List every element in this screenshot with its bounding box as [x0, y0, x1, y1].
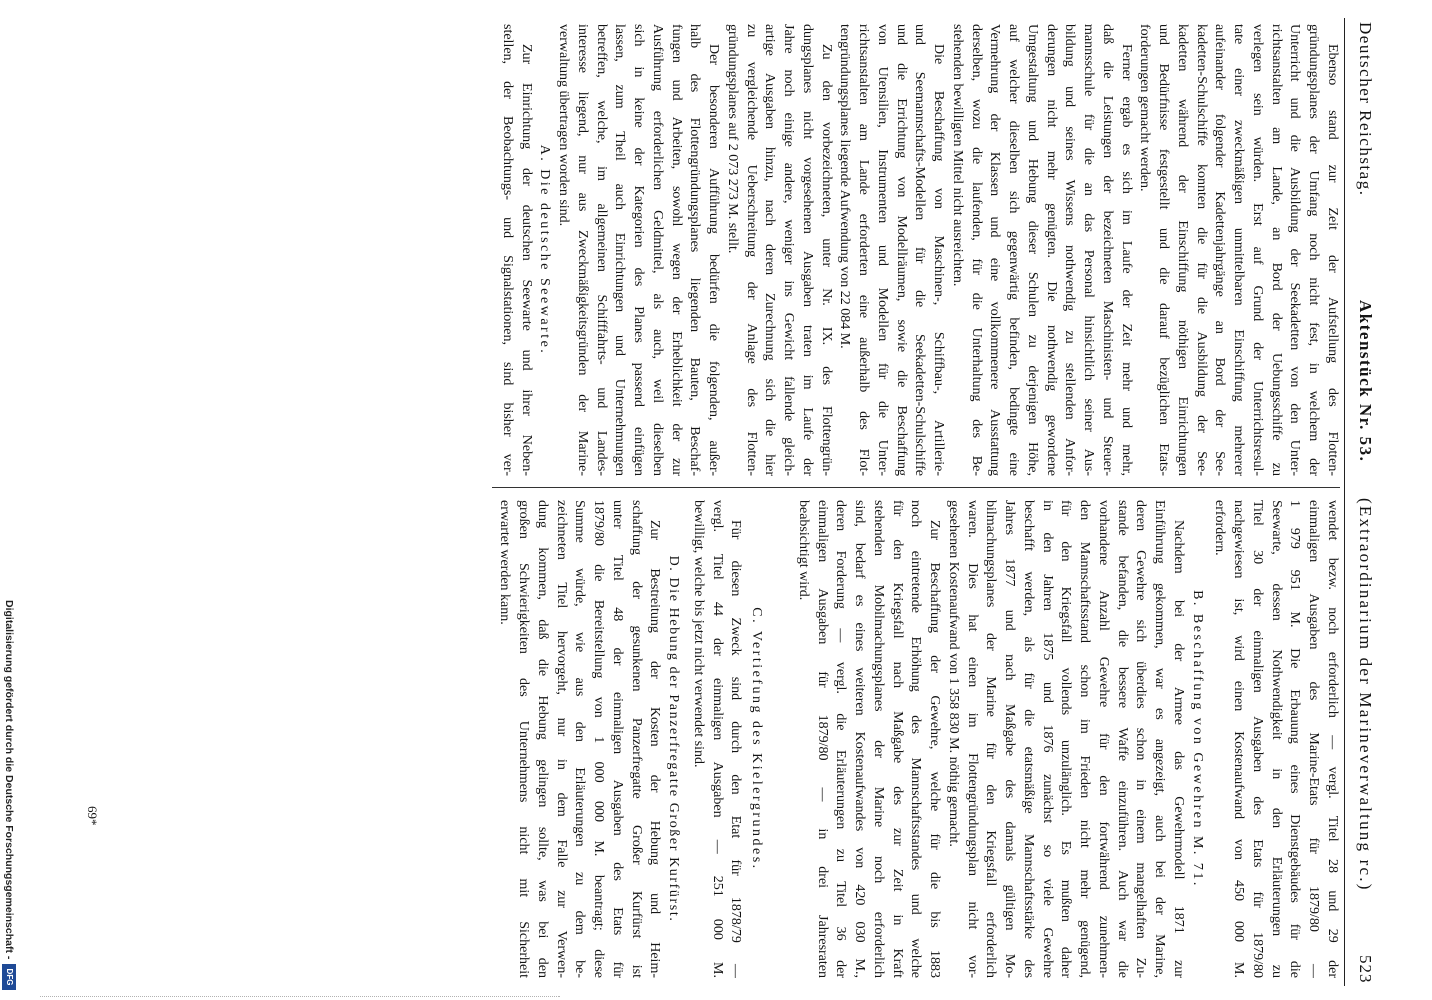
text-line: erwartet werden kann. — [497, 500, 513, 625]
text-line: einmaligen Ausgaben des Marine-Etats für 1879/80 — — [1306, 500, 1322, 978]
text-line: mannsschule für die an das Personal hinsichtlich seiner Aus- — [1081, 24, 1097, 476]
text-line: einmaligen Ausgaben für 1879/80 — in drei Jahresraten — [814, 500, 830, 978]
dfg-logo: DFG — [2, 964, 16, 990]
text-line: Die Beschaffung von Maschinen-, Schiffbau-, Artillerie- — [931, 44, 947, 476]
text-line: Jahre noch einige andere, weniger ins Gewicht fallende gleich- — [781, 24, 797, 476]
text-column-left — [497, 24, 1341, 476]
text-line: auf welcher dieselben sich gegenwärtig befinden, bedingte eine — [1006, 24, 1022, 476]
text-line: Summe würde, wie aus den Erläuterungen zu dem be- — [572, 500, 588, 978]
text-line: interesse liegend, nur aus Zweckmäßigkeitsgründen der Marine- — [575, 24, 590, 476]
text-line: verlegen sein würden. Erst auf Grund der Unterrichtsresul- — [1250, 24, 1265, 476]
text-line: für den Kriegsfall nach Maßgabe des zur Zeit in Kraft — [889, 500, 905, 978]
paragraph — [497, 24, 535, 476]
header-title-left: Deutscher Reichstag. — [1356, 22, 1375, 197]
text-line: und die Errichtung von Modellräumen, sowie die Beschaffung — [893, 24, 909, 476]
text-line: großen Schwierigkeiten des Unternehmens nicht mit Sicherheit — [516, 500, 532, 978]
text-line: Für diesen Zweck sind durch den Etat für 1878/79 — — [728, 520, 744, 978]
text-line: 1 979 951 M. Die Erbauung eines Dienstgebäudes für die — [1287, 500, 1303, 978]
text-line: Ebenso stand zur Zeit der Aufstellung des Flotten- — [1325, 44, 1340, 476]
text-line: Zur Bestreitung der Kosten der Hebung und Heim- — [647, 520, 663, 978]
text-line: aufeinander folgender Kadettenjahrgänge an Bord der See- — [1212, 24, 1228, 476]
text-line: Der besonderen Aufführung bedürfen die folgenden, außer- — [706, 44, 722, 476]
text-line: richtsanstalten am Lande, an Bord der Uebungsschiffe zu — [1268, 24, 1284, 476]
text-line: stellen, der Beobachtungs- und Signalstationen, sind bisher ver- — [500, 24, 515, 476]
text-line: sich in keine der Kategorien des Planes passend einfügen — [631, 24, 647, 476]
text-line: Titel 30 der einmaligen Ausgaben des Etats für 1879/80 — [1250, 500, 1265, 978]
paragraph — [947, 24, 1135, 476]
text-line: kadetten-Schulschiffe konnten die für die Ausbildung der See- — [1193, 24, 1209, 476]
section-heading: D. Die Hebung der Panzerfregatte Großer Kurfürst. — [666, 555, 682, 923]
text-line: deren Forderung — vergl. die Erläuterungen zu Titel 36 der — [833, 500, 849, 978]
text-line: Seewarte, dessen Nothwendigkeit in den Erläuterungen zu — [1268, 500, 1284, 978]
text-line: bildung und seines Wissens nothwendig zu stellenden Anfor- — [1062, 24, 1078, 476]
text-line: Ausführung erforderlichen Geldmittel, als auch, weil dieselben — [650, 24, 665, 476]
text-line: waren. Dies hat einen im Flottengründungsplan nicht vor- — [964, 500, 980, 978]
header-title-right: (Extraordinarium der Marineverwaltung rc.) — [1356, 498, 1375, 892]
text-line: vorhandene Anzahl Gewehre für den fortwährend zunehmen- — [1096, 500, 1111, 978]
text-line: tengründungsplanes liegende Aufwendung von 22 084 M. — [837, 24, 853, 349]
paragraph — [554, 24, 723, 476]
text-line: wendet bezw. noch erforderlich — vergl. Titel 28 und 29 der — [1325, 500, 1340, 978]
text-line: Nachdem bei der Armee das Gewehrmodell 1871 zur — [1171, 520, 1186, 978]
text-line: Zu den vorbezeichneten, unter Nr. IX. des Flottengrün- — [818, 44, 834, 476]
text-line: nachgewiesen ist, wird einen Kostenaufwand von 450 000 M. — [1231, 500, 1247, 978]
text-line: artige Ausgaben hinzu, nach deren Zurechnung sich die hier — [762, 24, 778, 476]
paragraph — [722, 24, 835, 476]
text-line: kadetten während der Einschiffung nöthigen Einrichtungen — [1175, 24, 1190, 476]
text-line: zu vergleichende Ueberschreitung der Anlage des Flotten- — [743, 24, 759, 476]
header-rule — [1344, 18, 1345, 986]
text-line: für den Kriegsfall vollends unzulänglich. Es mußten daher — [1058, 500, 1074, 978]
text-line: betreffen, welche, im allgemeinen Schifffahrts- und Landes- — [593, 24, 609, 476]
text-line: derselben, wozu die laufenden, für die Unterhaltung des Be- — [968, 24, 984, 476]
text-line: vergl. Titel 44 der einmaligen Ausgaben — 251 000 M. — [709, 500, 725, 978]
page-signature: 69* — [85, 806, 100, 826]
text-line: und Bedürfnisse festgestellt und die darauf bezüglichen Etats- — [1156, 24, 1172, 476]
text-line: stehenden bewilligten Mittel nicht ausreichten. — [950, 24, 965, 287]
paragraph — [1135, 24, 1341, 476]
text-line: gründungsplanes der Umfang noch nicht fest, in welchem der — [1306, 24, 1322, 476]
text-line: Vermehrung der Klassen und eine vollkommenere Ausstattung — [987, 24, 1003, 476]
text-line: dungsplanes nicht vorgesehenen Ausgaben traten im Laufe der — [800, 24, 815, 476]
text-line: den Mannschaftsstand schon im Frieden nicht mehr genügend, — [1077, 500, 1093, 978]
text-line: gründungsplanes auf 2 073 273 M. stellt. — [725, 24, 740, 254]
text-line: 1879/80 die Bereitstellung von 1 000 000 M. beantragt; diese — [591, 500, 607, 978]
paragraph — [1210, 500, 1341, 978]
paragraph — [943, 500, 1187, 978]
text-line: stande befanden, die bessere Waffe einzuführen. Auch war die — [1114, 500, 1130, 978]
text-line: deren Gewehre sich überdies schon in einem mangelhaften Zu- — [1133, 500, 1149, 978]
text-line: dung kommen, daß die Hebung gelingen sollte, was bei den — [535, 500, 550, 978]
text-line: lassen, zum Theil auch Einrichtungen und Unternehmungen — [612, 24, 628, 476]
text-line: verwaltung übertragen worden sind. — [556, 24, 572, 227]
paragraph — [835, 24, 948, 476]
text-line: daß die Leistungen der bezeichneten Maschinisten- und Steuer- — [1100, 24, 1115, 476]
text-line: beschafft werden, als für die etatsmäßige Mannschaftsstärke des — [1021, 500, 1036, 978]
text-line: forderungen gemacht werden. — [1137, 24, 1153, 192]
text-line: fungen und Arbeiten, sowohl wegen der Erheblichkeit der zur — [668, 24, 684, 476]
header-document-number: Aktenstück Nr. 53. — [1356, 300, 1375, 463]
text-line: beabsichtigt wird. — [796, 500, 811, 601]
text-line: in den Jahren 1875 und 1876 zunächst so viele Gewehre — [1039, 500, 1055, 978]
section-heading: B. Beschaffung von Gewehren M. 71. — [1189, 590, 1205, 888]
text-line: unter Titel 48 der einmaligen Ausgaben des Etats für — [610, 500, 625, 978]
text-line: noch eintretende Erhöhung des Mannschaftsstandes und welche — [908, 500, 924, 978]
text-line: halb des Flottengründungsplanes liegenden Bauten, Beschaf- — [687, 24, 703, 476]
running-header — [1353, 0, 1377, 1000]
text-line: stehenden Mobilmachungsplanes der Marine noch erforderlich — [871, 500, 886, 978]
text-line: tate einer zweckmäßigen unmittelbaren Einschiffung mehrerer — [1231, 24, 1247, 476]
text-line: schaffung der gesunkenen Panzerfregatte Großer Kurfürst ist — [628, 500, 644, 978]
text-line: Umgestaltung und Hebung dieser Schulen zu derjenigen Höhe, — [1025, 24, 1040, 476]
text-line: sind, bedarf es eines weiteren Kostenaufwandes von 420 030 M., — [852, 500, 868, 978]
text-line: Zur Einrichtung der deutschen Seewarte und ihrer Neben- — [518, 44, 534, 476]
text-line: Ferner ergab es sich im Laufe der Zeit mehr und mehr, — [1118, 44, 1134, 476]
text-line: Jahres 1877 und nach Maßgabe des damals gültigen Mo- — [1002, 500, 1018, 978]
paragraph — [688, 500, 744, 978]
section-heading: A. Die deutsche Seewarte. — [537, 144, 553, 356]
text-line: von Utensilien, Instrumenten und Modellen für die Unter- — [875, 24, 890, 476]
paragraph — [495, 500, 664, 978]
text-line: Einführung gekommen, war es angezeigt, auch bei der Marine, — [1152, 500, 1168, 978]
text-line: zeichneten Titel hervorgeht, nur in dem Falle zur Verwen- — [553, 500, 569, 978]
text-line: derungen nicht mehr genügten. Die nothwendig gewordene — [1043, 24, 1059, 476]
text-line: bilmachungsplanes der Marine für den Kriegsfall erforderlich — [983, 500, 999, 978]
text-column-right — [495, 500, 1341, 978]
section-heading: C. Vertiefung des Kielergrundes. — [749, 607, 765, 871]
text-line: richtsanstalten am Lande erforderten eine außerhalb des Flot- — [856, 24, 872, 476]
text-line: erfordern. — [1212, 500, 1228, 556]
text-line: und Seemannschafts-Modellen für die Seekadetten-Schulschiffe — [912, 24, 928, 476]
paragraph — [793, 500, 943, 978]
funding-notice: Digitalisierung gefördert durch die Deutsche Forschungsgemeinschaft - — [3, 600, 15, 960]
text-line: Zur Beschaffung der Gewehre, welche für die bis 1883 — [927, 520, 943, 978]
text-line: gesehenen Kostenaufwand von 1 358 830 M. nöthig gemacht. — [946, 500, 961, 847]
column-divider — [492, 487, 1340, 488]
page-number: 523 — [1356, 955, 1375, 984]
text-line: Unterricht und die Ausbildung der Seekadetten von den Unter- — [1287, 24, 1303, 476]
text-line: bewilligt, welche bis jetzt nicht verwendet sind. — [691, 500, 706, 768]
scan-artifact-line — [40, 996, 560, 997]
